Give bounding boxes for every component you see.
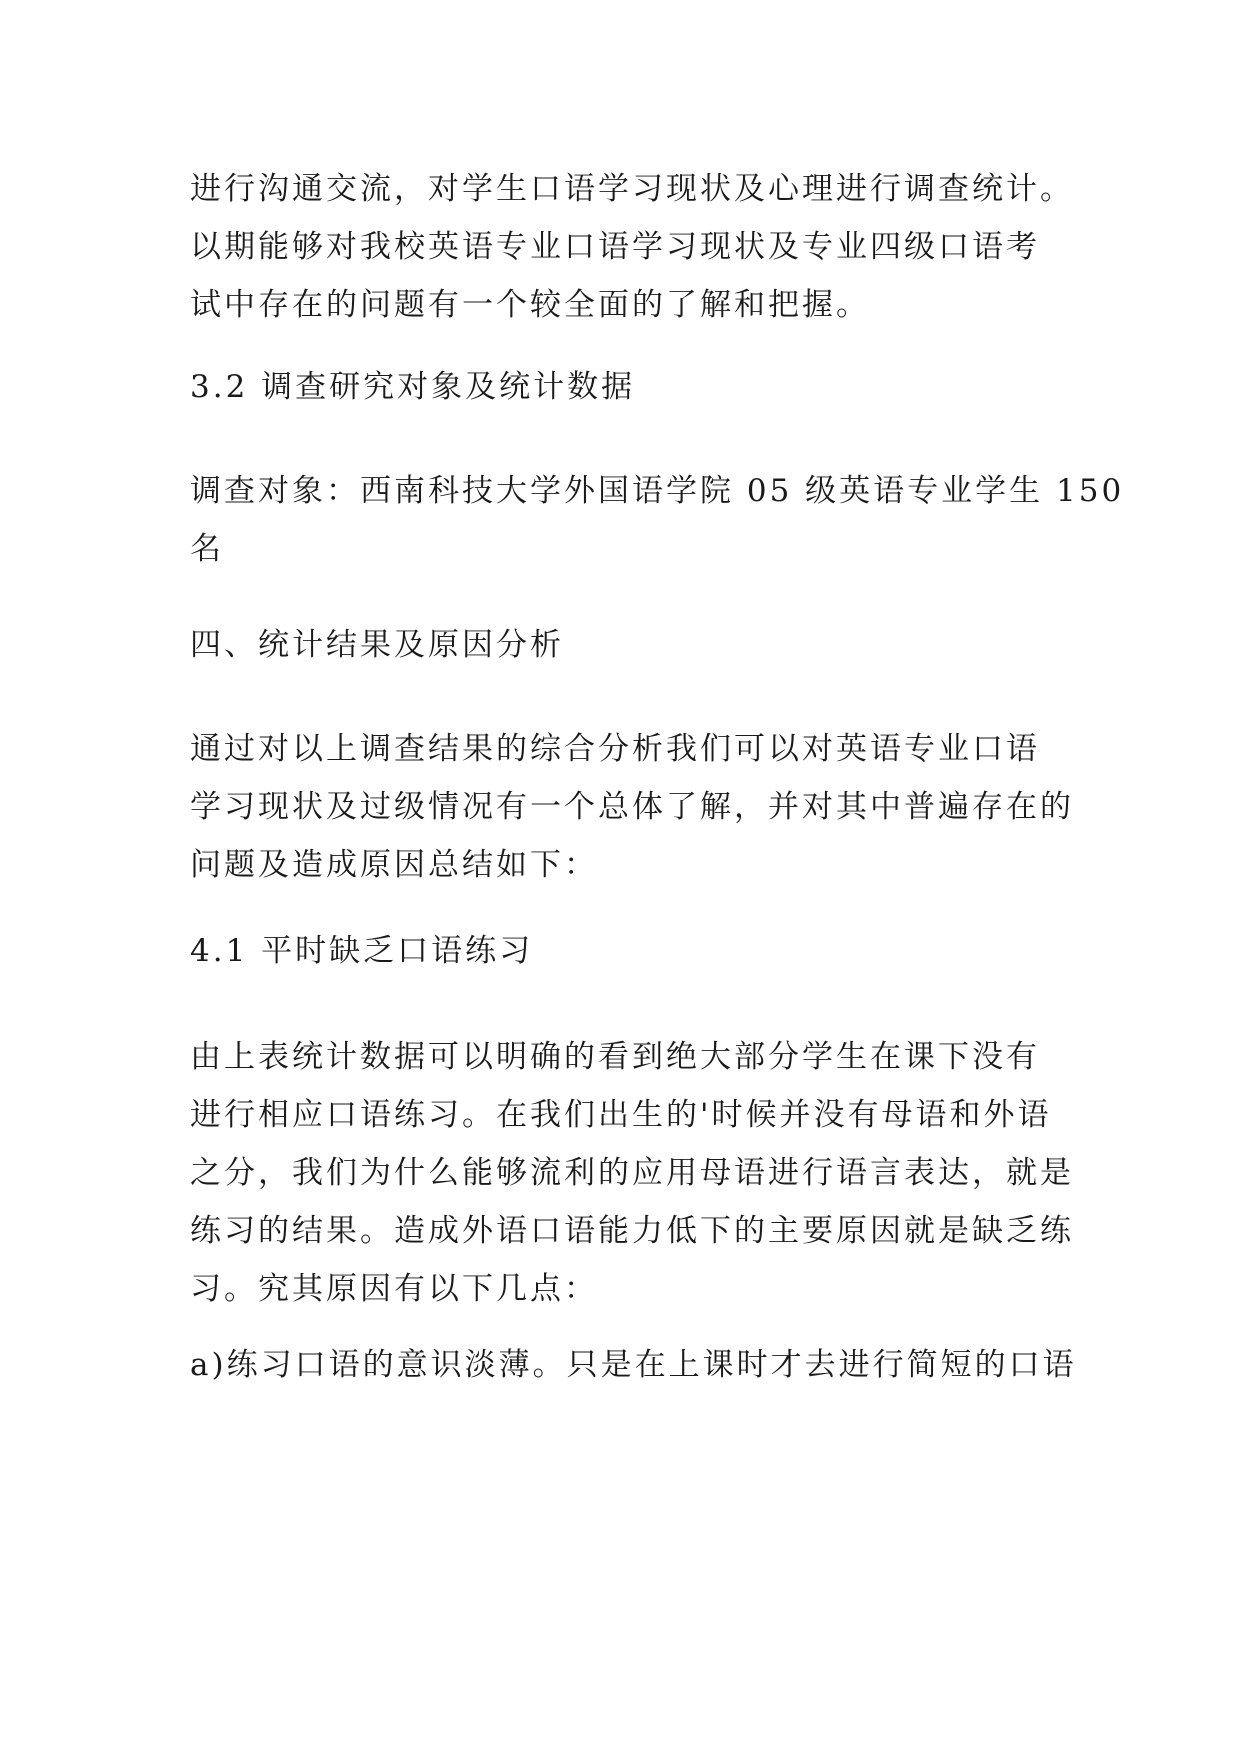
text-line: 通过对以上调查结果的综合分析我们可以对英语专业口语 [190,731,1040,767]
list-item-a [190,1336,1077,1394]
heading-text: 四、统计结果及原因分析 [190,627,564,663]
section-heading-4 [190,616,1060,674]
paragraph-lack-of-practice [190,1028,1074,1318]
text-line: a)练习口语的意识淡薄。只是在上课时才去进行简短的口语 [190,1347,1077,1383]
section-heading-4-1 [190,922,1060,980]
paragraph-survey-subjects [190,462,1125,578]
text-line: 由上表统计数据可以明确的看到绝大部分学生在课下没有 [190,1039,1040,1075]
section-heading-3-2 [190,358,1060,416]
heading-text: 3.2 调查研究对象及统计数据 [190,369,636,405]
text-line: 学习现状及过级情况有一个总体了解，并对其中普遍存在的 [190,789,1074,825]
text-line: 进行沟通交流，对学生口语学习现状及心理进行调查统计。 [190,171,1074,207]
text-line: 练习的结果。造成外语口语能力低下的主要原因就是缺乏练 [190,1213,1074,1249]
text-line: 之分，我们为什么能够流利的应用母语进行语言表达，就是 [190,1155,1074,1191]
text-line: 习。究其原因有以下几点： [190,1271,598,1307]
text-line: 进行相应口语练习。在我们出生的'时候并没有母语和外语 [190,1097,1052,1133]
heading-text: 4.1 平时缺乏口语练习 [190,933,534,969]
text-line: 以期能够对我校英语专业口语学习现状及专业四级口语考 [190,229,1040,265]
text-line: 试中存在的问题有一个较全面的了解和把握。 [190,287,870,323]
paragraph-survey-purpose [190,160,1074,334]
paragraph-analysis-intro [190,720,1074,894]
text-line: 调查对象：西南科技大学外国语学院 05 级英语专业学生 150 [190,473,1125,509]
text-line: 名 [190,531,224,567]
text-line: 问题及造成原因总结如下： [190,847,598,883]
